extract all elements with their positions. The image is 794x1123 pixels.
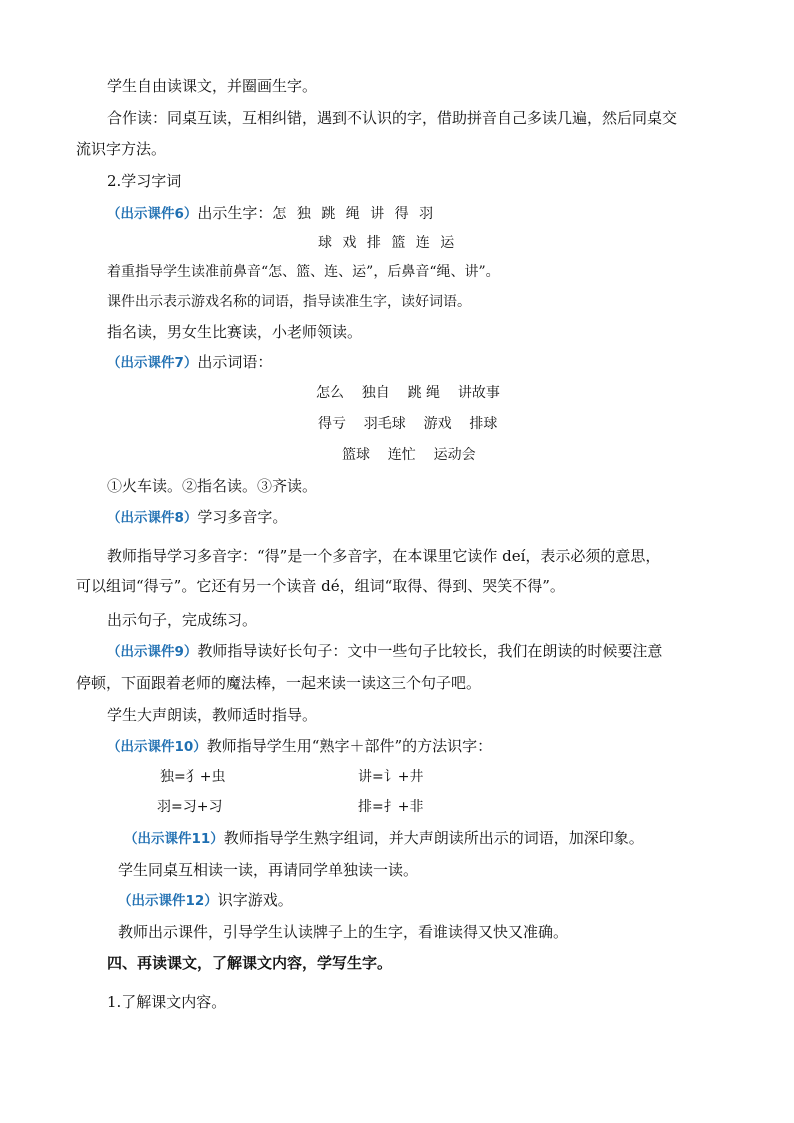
courseware-tag: （出示课件10） <box>107 739 207 755</box>
paragraph: 教师出示课件，引导学生认读牌子上的生字，看谁读得又快又准确。 <box>118 923 569 941</box>
formula: 讲=讠+井 <box>358 769 424 785</box>
paragraph: 着重指导学生读准前鼻音“怎、篮、连、运”，后鼻音“绳、讲”。 <box>107 264 500 280</box>
paragraph: 可以组词“得亏”。它还有另一个读音 dé，组词“取得、得到、哭笑不得”。 <box>76 577 565 595</box>
paragraph: 流识字方法。 <box>76 140 167 158</box>
word-row: 篮球 连忙 运动会 <box>342 447 476 463</box>
paragraph: 课件出示表示游戏名称的词语，指导读准生字，读好词语。 <box>107 294 471 310</box>
paragraph: 学生同桌互相读一读，再请同学单独读一读。 <box>118 861 419 879</box>
section-heading: 2.学习字词 <box>107 172 182 190</box>
courseware-tag: （出示课件9） <box>107 644 198 660</box>
paragraph-text: 出示词语： <box>197 353 273 371</box>
paragraph <box>107 641 662 662</box>
character-list: 怎 独 跳 绳 讲 得 羽 <box>272 206 437 222</box>
section-heading: 四、再读课文，了解课文内容，学写生字。 <box>107 954 393 972</box>
courseware-tag: （出示课件8） <box>107 510 198 526</box>
paragraph-text: 教师指导学生熟字组词，并大声朗读所出示的词语，加深印象。 <box>223 829 644 847</box>
paragraph <box>118 890 293 911</box>
paragraph-text: 识字游戏。 <box>217 891 293 909</box>
paragraph-text: 教师指导学生用“熟字＋部件”的方法识字： <box>206 737 493 755</box>
formula: 独=犭+虫 <box>160 769 226 785</box>
word-row: 怎么 独自 跳 绳 讲故事 <box>316 385 500 401</box>
section-heading: 1.了解课文内容。 <box>107 993 227 1011</box>
character-list: 球 戏 排 篮 连 运 <box>318 235 458 251</box>
courseware-tag: （出示课件6） <box>107 206 198 222</box>
paragraph: 出示句子，完成练习。 <box>107 611 258 629</box>
paragraph-text: 出示生字： <box>197 204 273 222</box>
word-row: 得亏 羽毛球 游戏 排球 <box>318 416 498 432</box>
paragraph: 停顿，下面跟着老师的魔法棒，一起来读一读这三个句子吧。 <box>76 674 482 692</box>
formula: 排=扌+非 <box>358 799 424 815</box>
paragraph <box>124 828 644 849</box>
paragraph: ①火车读。②指名读。③齐读。 <box>107 477 318 495</box>
paragraph-text: 学习多音字。 <box>197 508 288 526</box>
paragraph <box>107 507 287 528</box>
paragraph: 指名读，男女生比赛读，小老师领读。 <box>107 323 363 341</box>
paragraph: 学生大声朗读，教师适时指导。 <box>107 706 318 724</box>
paragraph: 教师指导学习多音字：“得”是一个多音字，在本课里它读作 deí，表示必须的意思， <box>107 547 661 565</box>
courseware-tag: （出示课件11） <box>124 831 224 847</box>
paragraph: 合作读：同桌互读，互相纠错，遇到不认识的字，借助拼音自己多读几遍，然后同桌交 <box>107 109 678 127</box>
courseware-tag: （出示课件7） <box>107 355 198 371</box>
paragraph <box>107 352 272 373</box>
paragraph-text: 教师指导读好长句子：文中一些句子比较长，我们在朗读的时候要注意 <box>197 642 663 660</box>
paragraph <box>107 203 436 224</box>
paragraph: 学生自由读课文，并圈画生字。 <box>107 77 318 95</box>
formula: 羽=习+习 <box>157 799 223 815</box>
courseware-tag: （出示课件12） <box>118 893 218 909</box>
paragraph <box>107 736 492 757</box>
